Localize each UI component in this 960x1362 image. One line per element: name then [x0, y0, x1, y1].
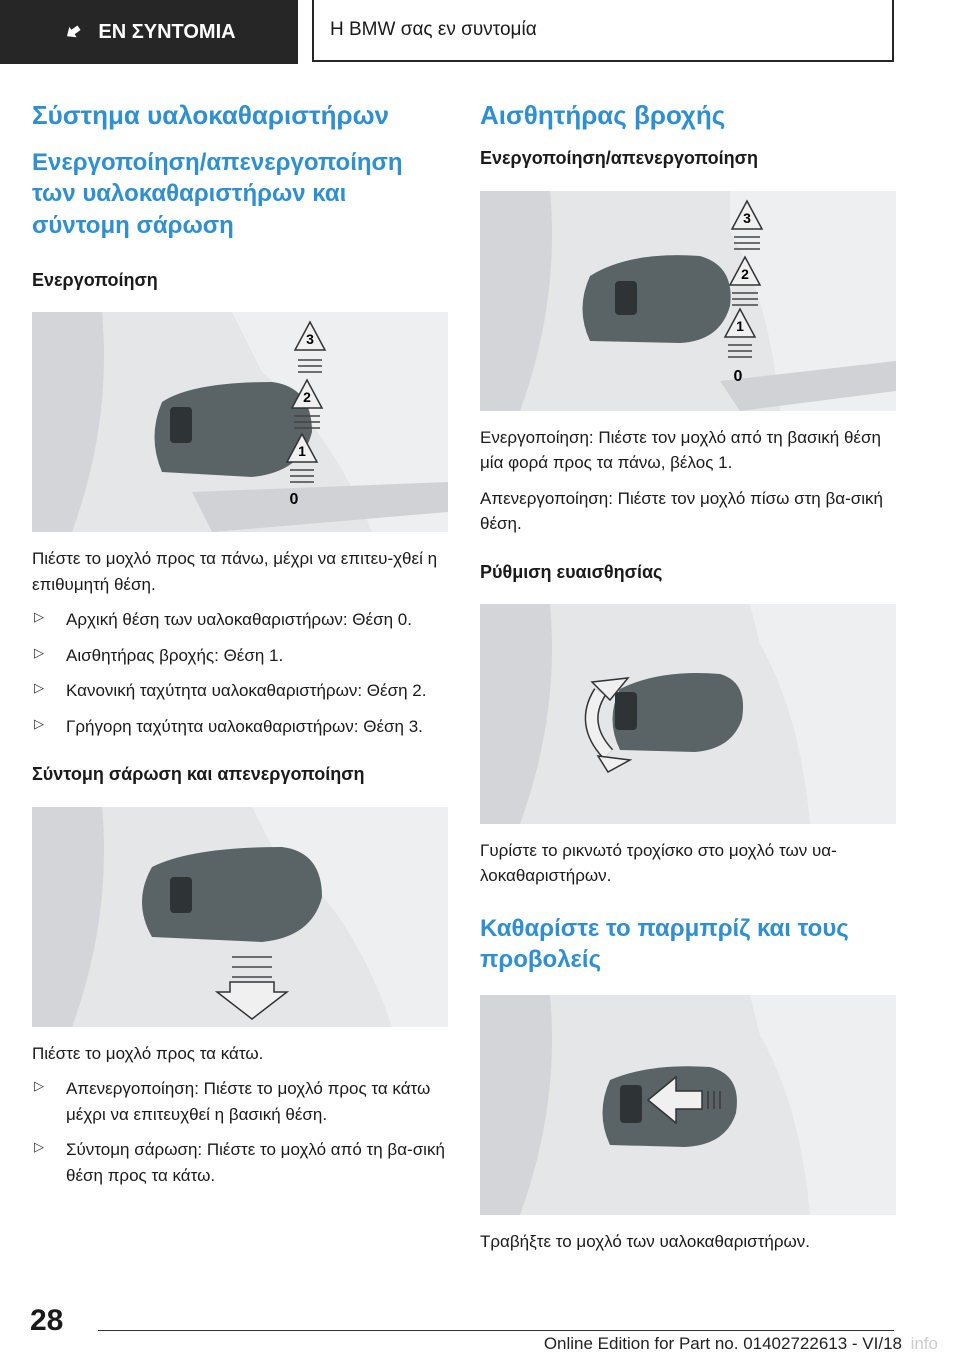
bullet-triangle-icon: ▷: [34, 1139, 44, 1155]
clean-windshield-title: Καθαρίστε το παρμπρίζ και τους προβολείς: [480, 914, 849, 974]
breadcrumb: [312, 0, 894, 62]
left-column: [32, 100, 448, 1212]
watermark-text: info: [910, 1334, 938, 1353]
short-wipe-heading: Σύντομη σάρωση και απενεργοποίηση: [32, 764, 365, 785]
position-3-label: 3: [306, 331, 314, 348]
clean-text: Τραβήξτε το μοχλό των υαλοκαθαριστήρων.: [480, 1232, 811, 1252]
activation-text: Πιέστε το μοχλό προς τα πάνω, μέχρι να επιτευ-χθεί η επιθυμητή θέση.: [32, 549, 438, 594]
list-item: ▷ Σύντομη σάρωση: Πιέστε το μοχλό από τη βα-σική θέση προς τα κάτω.: [34, 1139, 445, 1185]
sensitivity-wheel-illustration: [480, 604, 896, 824]
short-wipe-list: [32, 1076, 448, 1188]
position-3-label: 3: [743, 209, 751, 226]
rain-sensor-toggle-heading: Ενεργοποίηση/απενεργοποίηση: [480, 148, 758, 169]
list-item: ▷ Γρήγορη ταχύτητα υαλοκαθαριστήρων: Θέση 3.: [34, 715, 423, 736]
rain-sensor-deactivate-text: Απενεργοποίηση: Πιέστε τον μοχλό πίσω στη βα-σική θέση.: [480, 488, 883, 534]
position-1-label: 1: [298, 443, 306, 460]
bullet-triangle-icon: ▷: [34, 609, 44, 625]
section-tab-label: ΕΝ ΣΥΝΤΟΜΙΑ: [98, 20, 236, 43]
bullet-triangle-icon: ▷: [34, 644, 44, 660]
page-number: 28: [30, 1304, 64, 1337]
right-column: [480, 100, 896, 1265]
section-tab-active[interactable]: [0, 0, 298, 64]
short-wipe-text: Πιέστε το μοχλό προς τα κάτω.: [32, 1043, 264, 1063]
position-1-label: 1: [736, 317, 744, 334]
wiper-system-title: Σύστημα υαλοκαθαριστήρων: [32, 100, 390, 130]
wiper-lever-pull-illustration: [480, 995, 896, 1215]
position-0-label: 0: [289, 491, 299, 509]
position-2-label: 2: [741, 265, 749, 282]
list-item: ▷ Κανονική ταχύτητα υαλοκαθαριστήρων: Θέση 2.: [34, 680, 427, 701]
bullet-triangle-icon: ▷: [34, 1078, 44, 1094]
wiper-lever-up-illustration: [32, 312, 448, 532]
list-item: ▷ Απενεργοποίηση: Πιέστε το μοχλό προς τα κάτω μέχρι να επιτευχθεί η βασική θέση.: [34, 1078, 431, 1124]
rain-sensor-title: Αισθητήρας βροχής: [480, 100, 726, 130]
activation-heading: Ενεργοποίηση: [32, 269, 158, 290]
rain-sensor-activate-text: Ενεργοποίηση: Πιέστε τον μοχλό από τη βασική θέση μία φορά προς τα πάνω, βέλος 1.: [480, 427, 881, 473]
rain-sensor-lever-illustration: [480, 191, 896, 411]
breadcrumb-text: Η BMW σας εν συντομία: [330, 19, 537, 40]
sensitivity-heading: Ρύθμιση ευαισθησίας: [480, 561, 663, 582]
list-item: ▷ Αρχική θέση των υαλοκαθαριστήρων: Θέση 0.: [34, 609, 412, 630]
footer-divider: [98, 1330, 894, 1331]
edition-text: Online Edition for Part no. 01402722613 - VI/18: [543, 1334, 902, 1353]
list-item: ▷ Αισθητήρας βροχής: Θέση 1.: [34, 644, 284, 665]
page-footer: [0, 1290, 960, 1362]
position-2-label: 2: [303, 389, 311, 406]
bullet-triangle-icon: ▷: [34, 715, 44, 731]
sensitivity-text: Γυρίστε το ρικνωτό τροχίσκο στο μοχλό των υα-λοκαθαριστήρων.: [480, 840, 837, 886]
top-bar: [0, 0, 960, 66]
position-0-label: 0: [733, 367, 743, 385]
back-arrow-icon: [62, 21, 84, 43]
bullet-triangle-icon: ▷: [34, 680, 44, 696]
wiper-toggle-subtitle: Ενεργοποίηση/απενεργοποίηση των υαλοκαθαριστήρων και σύντομη σάρωση: [32, 149, 403, 239]
wiper-lever-down-illustration: [32, 807, 448, 1027]
position-list: [32, 607, 448, 739]
